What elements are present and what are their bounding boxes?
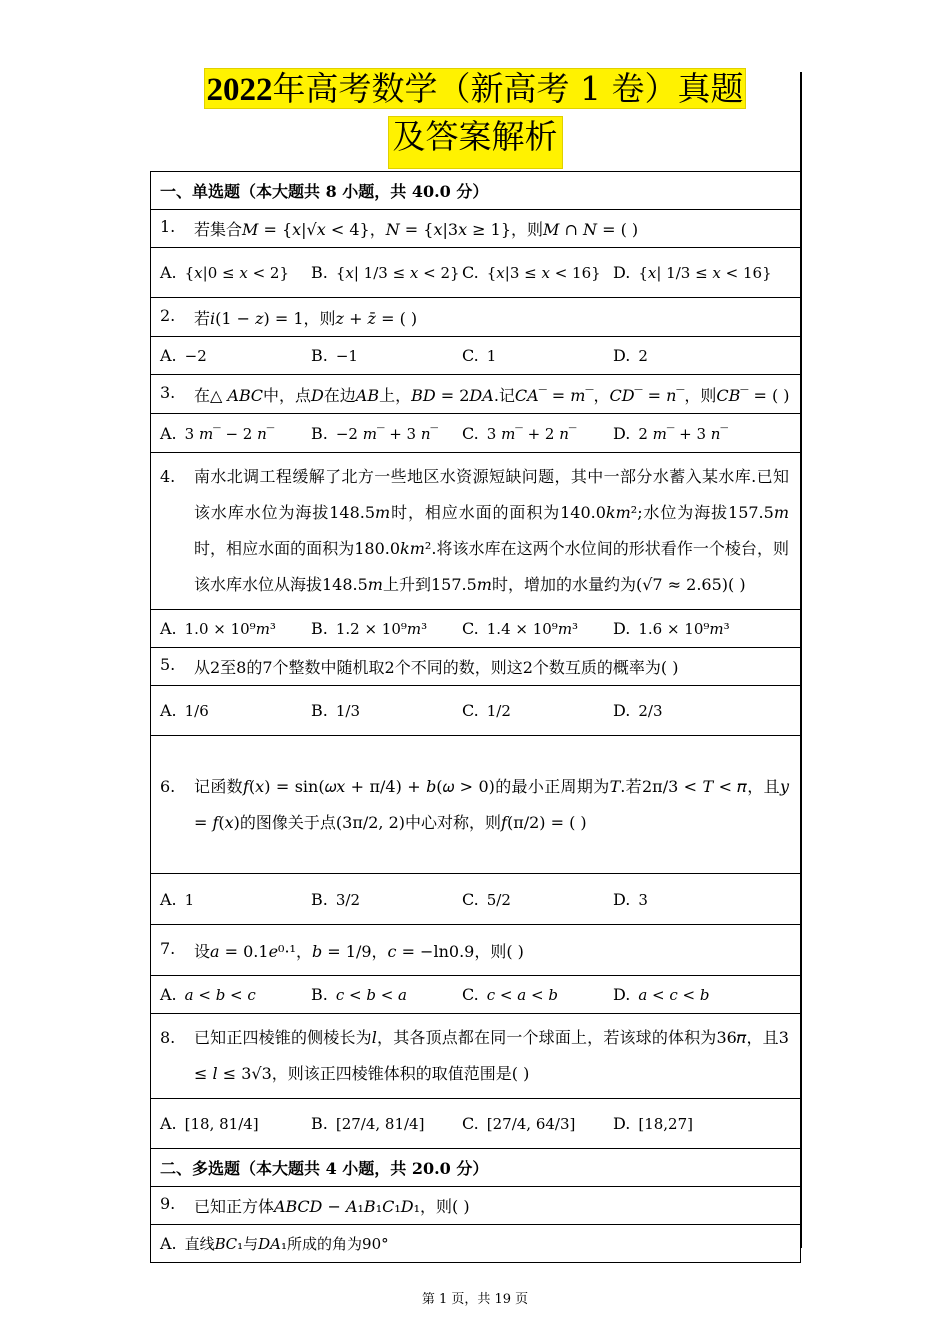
question-number: 3.: [160, 382, 176, 402]
option-c: C. 1/2: [462, 701, 511, 720]
options-row: [151, 337, 801, 375]
question-number: 2.: [160, 305, 176, 325]
options-row: [151, 686, 801, 736]
option-d: D. 1.6 × 10⁹𝑚³: [613, 619, 730, 638]
question-row: [151, 375, 801, 414]
option-c: C. [27/4, 64/3]: [462, 1114, 576, 1133]
question-number: 6.: [160, 776, 176, 796]
title-rest: 年高考数学（新高考 1 卷）真题: [272, 69, 744, 108]
options-row: [151, 1099, 801, 1149]
page-footer: 第 1 页，共 19 页: [421, 1292, 529, 1307]
question-row: [151, 453, 801, 610]
option-a: A. 1.0 × 10⁹𝑚³: [160, 619, 276, 638]
option-d: D. [18,27]: [613, 1114, 693, 1133]
title-line2-text: 及答案解析: [389, 117, 562, 168]
question-stem: 设𝑎 = 0.1𝑒⁰·¹，𝑏 = 1/9，𝑐 = −ln0.9，则( ): [194, 941, 524, 961]
question-number: 5.: [160, 655, 176, 674]
options-row: [151, 1225, 801, 1263]
question-row: [151, 1187, 801, 1225]
option-c: C. 1: [462, 346, 497, 365]
question-table: [150, 171, 801, 1263]
option-a: A. 直线𝐵𝐶₁与𝐷𝐴₁所成的角为90°: [160, 1234, 389, 1253]
section-title: 一、单选题（本大题共 8 小题，共 40.0 分）: [151, 172, 801, 210]
option-b: B. {𝑥| 1/3 ≤ 𝑥 < 2}: [311, 263, 460, 282]
option-a: A. 1: [160, 889, 195, 909]
option-c: C. {𝑥|3 ≤ 𝑥 < 16}: [462, 263, 601, 282]
option-d: D. 𝑎 < 𝑐 < 𝑏: [613, 985, 710, 1004]
option-b: B. [27/4, 81/4]: [311, 1114, 425, 1133]
question-row: [151, 648, 801, 686]
question-number: 4.: [160, 467, 176, 486]
doc-title-line1: [150, 66, 800, 113]
question-stem: 从2至8的7个整数中随机取2个不同的数，则这2个数互质的概率为( ): [194, 658, 679, 677]
option-b: B. 1.2 × 10⁹𝑚³: [311, 619, 428, 638]
doc-title-line2: [150, 114, 800, 160]
options-row: [151, 874, 801, 925]
option-b: B. 𝑐 < 𝑏 < 𝑎: [311, 985, 407, 1004]
option-d: D. 2: [613, 346, 648, 365]
question-row: [151, 736, 801, 874]
question-row: [151, 298, 801, 337]
option-a: A. 1/6: [160, 701, 209, 720]
title-year: 2022: [206, 72, 273, 108]
section-title: 二、多选题（本大题共 4 小题，共 20.0 分）: [151, 1149, 801, 1187]
option-d: D. 2 𝑚‾ + 3 𝑛‾: [613, 423, 728, 443]
option-d: D. 3: [613, 889, 648, 909]
option-d: D. {𝑥| 1/3 ≤ 𝑥 < 16}: [613, 263, 772, 282]
options-row: [151, 248, 801, 298]
option-a: A. 𝑎 < 𝑏 < 𝑐: [160, 985, 256, 1004]
option-a: A. {𝑥|0 ≤ 𝑥 < 2}: [160, 263, 289, 282]
option-c: C. 5/2: [462, 889, 511, 909]
question-number: 1.: [160, 217, 176, 236]
option-c: C. 1.4 × 10⁹𝑚³: [462, 619, 579, 638]
question-stem: 若𝑖(1 − 𝑧) = 1，则𝑧 + 𝑧̄ = ( ): [194, 308, 418, 328]
options-row: [151, 414, 801, 453]
options-row: [151, 976, 801, 1014]
option-a: A. 3 𝑚‾ − 2 𝑛‾: [160, 423, 275, 443]
option-b: B. 3/2: [311, 889, 360, 909]
option-b: B. 1/3: [311, 701, 360, 720]
question-number: 7.: [160, 938, 176, 958]
question-number: 8.: [160, 1028, 176, 1047]
option-b: B. −2 𝑚‾ + 3 𝑛‾: [311, 423, 439, 443]
option-a: A. −2: [160, 346, 207, 365]
section-header-single: [151, 172, 801, 210]
option-c: C. 3 𝑚‾ + 2 𝑛‾: [462, 423, 577, 443]
option-b: B. −1: [311, 346, 358, 365]
question-row: [151, 1014, 801, 1099]
question-stem: 已知正四棱锥的侧棱长为𝑙，其各顶点都在同一个球面上，若该球的体积为36𝜋，且3 ≤ 𝑙 ≤ 3√3，则该正四棱锥体积的取值范围是( ): [194, 1028, 789, 1083]
question-stem: 记函数𝑓(𝑥) = sin(𝜔𝑥 + π/4) + 𝑏(𝜔 > 0)的最小正周期为𝑇.若2π/3 < 𝑇 < 𝜋，且𝑦 = 𝑓(𝑥)的图像关于点(3π/2, 2)中心对称，则𝑓(π/2) = ( ): [194, 776, 789, 832]
option-d: D. 2/3: [613, 701, 663, 720]
question-stem: 在△ 𝐴𝐵𝐶中，点𝐷在边𝐴𝐵上，𝐵𝐷 = 2𝐷𝐴.记𝐶𝐴‾ = 𝑚‾，𝐶𝐷‾ = 𝑛‾，则𝐶𝐵‾ = ( ): [194, 385, 790, 405]
section-header-multi: [151, 1149, 801, 1187]
option-c: C. 𝑐 < 𝑎 < 𝑏: [462, 985, 558, 1004]
question-stem: 已知正方体𝐴𝐵𝐶𝐷 − 𝐴₁𝐵₁𝐶₁𝐷₁，则( ): [194, 1197, 470, 1216]
question-stem: 若集合𝑀 = {𝑥|√𝑥 < 4}，𝑁 = {𝑥|3𝑥 ≥ 1}，则𝑀 ∩ 𝑁 = ( ): [194, 220, 639, 239]
question-number: 9.: [160, 1194, 176, 1213]
option-a: A. [18, 81/4]: [160, 1114, 259, 1133]
question-stem: 南水北调工程缓解了北方一些地区水资源短缺问题，其中一部分水蓄入某水库.已知该水库水位为海拔148.5𝑚时，相应水面的面积为140.0𝑘𝑚²;水位为海拔157.5𝑚时，相应水面的面积为180.0𝑘𝑚².将该水库在这两个水位间的形状看作一个棱台，则该水库水位从海拔148.5𝑚上升到157.5𝑚时，增加的水量约为(√7 ≈ 2.65)( ): [194, 467, 789, 594]
options-row: [151, 610, 801, 648]
question-row: [151, 210, 801, 248]
question-row: [151, 925, 801, 976]
